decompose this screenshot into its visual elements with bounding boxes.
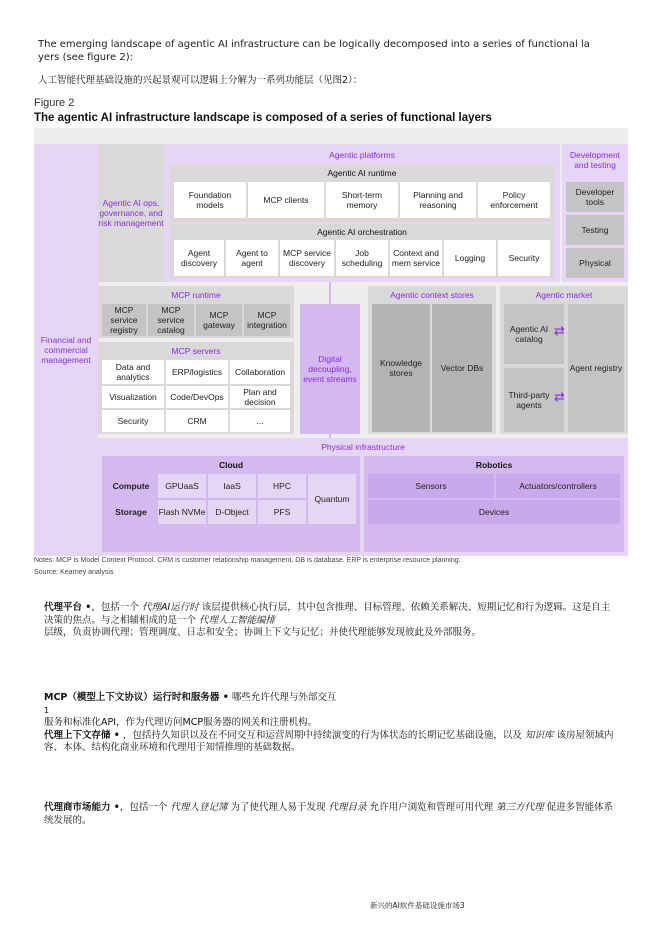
runtime-header: Agentic AI runtime — [327, 168, 397, 178]
decoupling-box — [300, 304, 360, 434]
para2-footnote: 1 — [44, 705, 50, 715]
para4-term: 代理目录 — [328, 802, 367, 813]
figure-notes — [34, 555, 461, 579]
mcp-server-item: ERP/logistics — [166, 360, 228, 384]
mcp-runtime-item: MCP gateway — [196, 304, 242, 336]
mcp-server-item: Security — [102, 410, 164, 432]
para4-term: 代理人登记簿 — [170, 802, 228, 813]
sync-arrows-icon: ⇄ — [554, 324, 565, 339]
sync-arrows-icon: ⇄ — [554, 390, 565, 405]
figure-diagram — [34, 128, 628, 548]
robotics-header: Robotics — [475, 460, 513, 470]
mcp-runtime-item: MCP service catalog — [148, 304, 194, 336]
figure-title: The agentic AI infrastructure landscape is composed of a series of functional layers — [34, 112, 492, 124]
devtest-header: Development and testing — [569, 150, 621, 170]
para1-lead: 代理平台 • — [44, 602, 92, 613]
compute-label: Compute — [112, 481, 150, 491]
mcp-server-item: CRM — [166, 410, 228, 432]
sensors-item: Sensors — [368, 474, 494, 498]
para3-term: 知识库 — [524, 729, 554, 741]
storage-item: Flash NVMe — [158, 500, 206, 524]
orchestration-item: Logging — [444, 240, 496, 276]
paragraph-mcp — [44, 692, 614, 755]
market-header: Agentic market — [535, 290, 593, 300]
para4-text: 为了使代理人易于发现 — [230, 802, 326, 813]
intro-chinese: 人工智能代理基础设施的兴起景观可以逻辑上分解为一系列功能层（见图2）： — [38, 75, 363, 86]
source-text: Source: Kearney analysis — [34, 569, 114, 576]
para4-term: 第三方代理 — [496, 802, 544, 813]
devtest-item: Developer tools — [566, 182, 624, 212]
para2-text: 哪些允许代理与外部交互 — [231, 692, 337, 703]
orchestration-item: Agent discovery — [174, 240, 224, 276]
runtime-item: MCP clients — [248, 182, 324, 218]
para1-term: 代理人工智能编排 — [199, 614, 276, 626]
market-third-party-label: Third-party agents — [508, 390, 550, 410]
storage-item: D-Object — [208, 500, 256, 524]
mcp-server-item: Code/DevOps — [166, 386, 228, 408]
decoupling-connector — [329, 282, 331, 304]
mcp-server-item: ... — [230, 410, 290, 432]
paragraph-market — [44, 802, 619, 827]
mcp-server-item: Data and analytics — [102, 360, 164, 384]
para1-text: 层级，负责协调代理；管理调度、日志和安全；协调上下文与记忆；并使代理能够发现彼此及外部服务。 — [44, 627, 482, 638]
runtime-item: Planning and reasoning — [400, 182, 476, 218]
compute-item: HPC — [258, 474, 306, 498]
quantum-item: Quantum — [308, 474, 356, 524]
context-item: Vector DBs — [432, 304, 492, 432]
mcp-runtime-item: MCP service registry — [102, 304, 146, 336]
decoupling-label: Digital decoupling, event streams — [303, 354, 357, 384]
physical-header: Physical infrastructure — [321, 442, 405, 452]
para4-text: 允许用户浏览和管理可用代理 — [369, 802, 494, 813]
para1-text: ，包括一个 — [91, 602, 139, 613]
paragraph-platforms — [44, 602, 614, 640]
devices-item: Devices — [368, 500, 620, 524]
para1-term: 代理AI运行时 — [141, 602, 199, 613]
context-item: Knowledge stores — [372, 304, 430, 432]
devtest-item: Physical — [566, 248, 624, 278]
para4-text: ，包括一个 — [119, 802, 168, 813]
cloud-header: Cloud — [218, 460, 244, 470]
ops-governance-label: Agentic AI ops, governance, and risk management — [98, 198, 164, 228]
market-catalog-label: Agentic AI catalog — [509, 324, 549, 344]
orchestration-header: Agentic AI orchestration — [317, 227, 407, 237]
mcp-server-item: Visualization — [102, 386, 164, 408]
context-stores-header: Agentic context stores — [390, 290, 474, 300]
market-registry: Agent registry — [568, 304, 624, 432]
para2-lead: MCP（模型上下文协议）运行时和服务器 • — [44, 692, 229, 703]
orchestration-item: Context and mem service — [390, 240, 442, 276]
storage-label: Storage — [115, 507, 147, 517]
runtime-item: Foundation models — [174, 182, 246, 218]
orchestration-item: Job scheduling — [336, 240, 388, 276]
para3-text: 该房屋领域内容、本体、结构化商业环境和代理用于知情推理的基础数据。 — [44, 729, 614, 753]
mcp-runtime-header: MCP runtime — [171, 290, 221, 300]
page-footer: 新兴的AI软件基础设施市场3 — [370, 901, 465, 910]
para3-lead: 代理上下文存储 • — [44, 729, 120, 741]
para1-text: 该层提供核心执行层，其中包含推理、目标管理、依赖关系解决、短期记忆和行为逻辑。这是自主决策的焦点。与之相辅相成的是一个 — [44, 602, 611, 626]
orchestration-item: Security — [498, 240, 550, 276]
financial-management-box — [34, 144, 98, 556]
runtime-item: Policy enforcement — [478, 182, 550, 218]
para4-lead: 代理商市场能力 • — [44, 802, 120, 813]
compute-item: GPUaaS — [158, 474, 206, 498]
mcp-servers-header: MCP servers — [171, 346, 221, 356]
intro-english: The emerging landscape of agentic AI infrastructure can be logically decomposed into a series of functional la yers (see figure 2): — [38, 39, 590, 63]
mcp-runtime-item: MCP integration — [244, 304, 290, 336]
para2-text: 服务和标准化API，作为代理访问MCP服务器的网关和注册机构。 — [44, 717, 318, 728]
orchestration-item: Agent to agent — [226, 240, 278, 276]
para3-text: ，包括持久知识以及在不同交互和运营周期中持续演变的行为体状态的长期记忆基础设施，以及 — [122, 729, 522, 741]
orchestration-item: MCP service discovery — [280, 240, 334, 276]
runtime-item: Short-term memory — [326, 182, 398, 218]
figure-label: Figure 2 — [34, 97, 75, 109]
actuators-item: Actuators/controllers — [496, 474, 620, 498]
financial-management-label: Financial and commercial management — [40, 335, 92, 365]
para4-text: 促进多智能体系统发展的。 — [44, 802, 614, 826]
ops-governance-box — [98, 144, 164, 282]
compute-item: IaaS — [208, 474, 256, 498]
mcp-server-item: Plan and decision — [230, 386, 290, 408]
agentic-platforms-header: Agentic platforms — [329, 150, 395, 160]
mcp-server-item: Collaboration — [230, 360, 290, 384]
storage-item: PFS — [258, 500, 306, 524]
devtest-item: Testing — [566, 215, 624, 245]
notes-text: Notes: MCP is Model Context Protocol. CRM is customer relationship management. DB is database. ERP is enterprise resource planning. — [34, 557, 461, 564]
